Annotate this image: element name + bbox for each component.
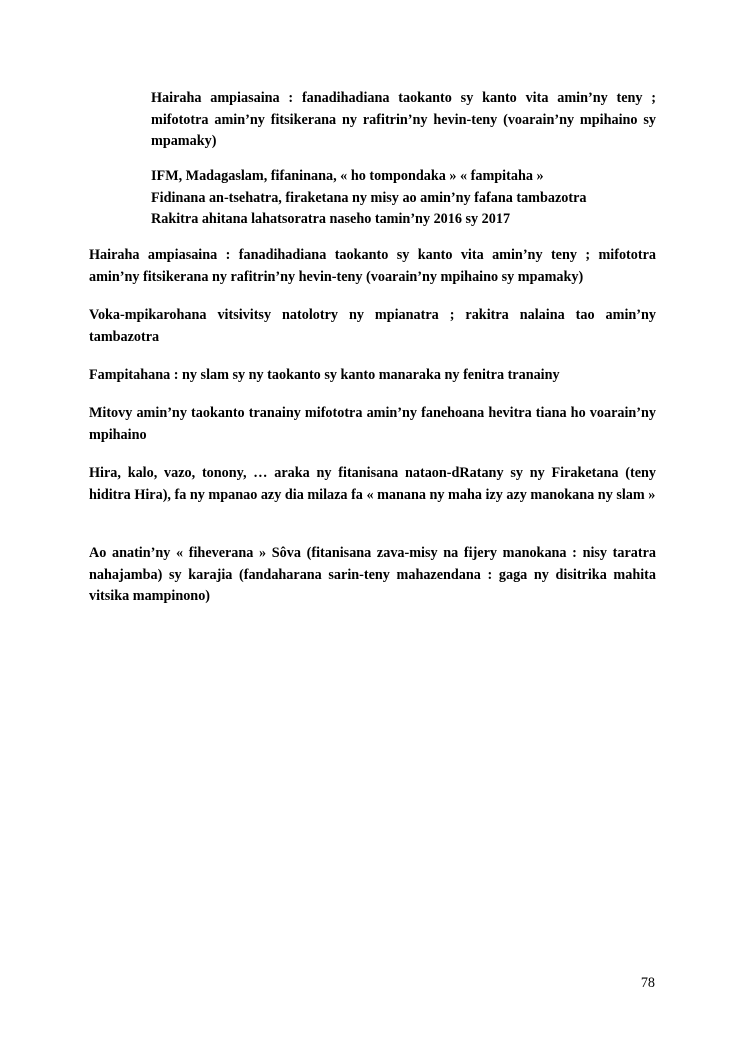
paragraph: Ao anatin’ny « fiheverana » Sôva (fitanisana zava-misy na fijery manokana : nisy taratra nahajamba) sy karajia (fandaharana sarin-teny mahazendana : gaga ny disitrika mahita vitsika mampinono) (89, 545, 656, 604)
paragraph: Fampitahana : ny slam sy ny taokanto sy kanto manaraka ny fenitra tranainy (89, 367, 560, 383)
paragraph: Mitovy amin’ny taokanto tranainy mifototra amin’ny fanehoana hevitra tiana ho voarain’ny mpihaino (89, 405, 656, 443)
indented-line: Rakitra ahitana lahatsoratra naseho tamin’ny 2016 sy 2017 (151, 211, 511, 227)
paragraph: Voka-mpikarohana vitsivitsy natolotry ny mpianatra ; rakitra nalaina tao amin’ny tambazotra (89, 307, 656, 345)
paragraph: Hairaha ampiasaina : fanadihadiana taokanto sy kanto vita amin’ny teny ; mifototra amin’ny fitsikerana ny rafitrin’ny hevin-teny (voarain’ny mpihaino sy mpamaky) (89, 247, 656, 285)
indented-quote: Hairaha ampiasaina : fanadihadiana taokanto sy kanto vita amin’ny teny ; mifototra amin’ny fitsikerana ny rafitrin’ny hevin-teny (voarain’ny mpihaino sy mpamaky) (151, 90, 656, 149)
page-number: 78 (640, 975, 655, 991)
indented-line: IFM, Madagaslam, fifaninana, « ho tompondaka » « fampitaha » (151, 168, 544, 184)
indented-line: Fidinana an-tsehatra, firaketana ny misy ao amin’ny fafana tambazotra (151, 189, 587, 206)
indented-lines (151, 166, 656, 231)
paragraph: Hira, kalo, vazo, tonony, … araka ny fitanisana nataon-dRatany sy ny Firaketana (teny hiditra Hira), fa ny mpanao azy dia milaza fa « manana ny maha izy azy manokana ny slam » (89, 465, 656, 503)
